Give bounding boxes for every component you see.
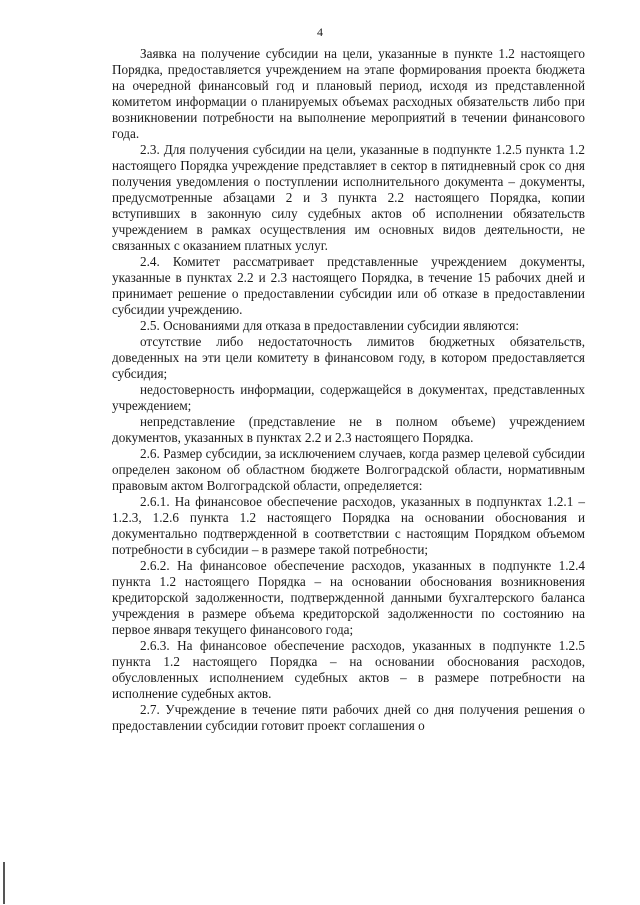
- paragraph-2-7: 2.7. Учреждение в течение пяти рабочих дней со дня получения решения о предоставлении субсидии готовит проект соглашения о: [112, 702, 585, 733]
- paragraph-2-6-2: 2.6.2. На финансовое обеспечение расходов, указанных в подпункте 1.2.4 пункта 1.2 настоящего Порядка – на основании обоснования возникновения кредиторской задолженности, подтвержденной данными бухгалтерского баланса учреждения в размере объема кредиторской задолженности по состоянию на первое января текущего финансового года;: [112, 558, 585, 637]
- paragraph-2-3: 2.3. Для получения субсидии на цели, указанные в подпункте 1.2.5 пункта 1.2 настоящего Порядка учреждение представляет в сектор в пятидневный срок со дня получения уведомления о поступлении исполнительного документа – документы, предусмотренные абзацами 2 и 3 пункта 2.2 настоящего Порядка, копии вступивших в законную силу судебных актов об исполнении обязательств учреждением в рамках осуществления им основных видов деятельности, не связанных с оказанием платных услуг.: [112, 142, 585, 253]
- paragraph-2-6: 2.6. Размер субсидии, за исключением случаев, когда размер целевой субсидии определен законом об областном бюджете Волгоградской области, нормативным правовым актом Волгоградской области, определяется:: [112, 446, 585, 493]
- paragraph-2-6-1: 2.6.1. На финансовое обеспечение расходов, указанных в подпунктах 1.2.1 – 1.2.3, 1.2.6 пункта 1.2 настоящего Порядка на основании обоснования и документально подтвержденной в соответствии с настоящим Порядком объемом потребности в субсидии – в размере такой потребности;: [112, 494, 585, 557]
- paragraph-refusal-reason-missing-docs: непредставление (представление не в полном объеме) учреждением документов, указанных в пунктах 2.2 и 2.3 настоящего Порядка.: [112, 414, 585, 445]
- paragraph-application-submission: Заявка на получение субсидии на цели, указанные в пункте 1.2 настоящего Порядка, предоставляется учреждением на этапе формирования проекта бюджета на очередной финансовый год и плановый период, исходя из представленной комитетом информации о планируемых объемах расходных обязательств либо при возникновении потребности на выполнение мероприятий в течении финансового года.: [112, 46, 585, 141]
- paragraph-refusal-reason-unreliable: недостоверность информации, содержащейся в документах, представленных учреждением;: [112, 382, 585, 413]
- document-body: [112, 46, 585, 734]
- scan-edge-mark: [3, 862, 5, 904]
- paragraph-refusal-reason-limits: отсутствие либо недостаточность лимитов бюджетных обязательств, доведенных на эти цели комитету в финансовом году, в котором предоставляется субсидия;: [112, 334, 585, 381]
- paragraph-2-5: 2.5. Основаниями для отказа в предоставлении субсидии являются:: [140, 318, 520, 333]
- page-number: 4: [317, 25, 323, 39]
- paragraph-2-6-3: 2.6.3. На финансовое обеспечение расходов, указанных в подпункте 1.2.5 пункта 1.2 настоящего Порядка – на основании обоснования расходов, обусловленных исполнением судебных актов – в размере потребности на исполнение судебных актов.: [112, 638, 585, 701]
- paragraph-2-4: 2.4. Комитет рассматривает представленные учреждением документы, указанные в пунктах 2.2 и 2.3 настоящего Порядка, в течение 15 рабочих дней и принимает решение о предоставлении субсидии или об отказе в предоставлении субсидии учреждению.: [112, 254, 585, 317]
